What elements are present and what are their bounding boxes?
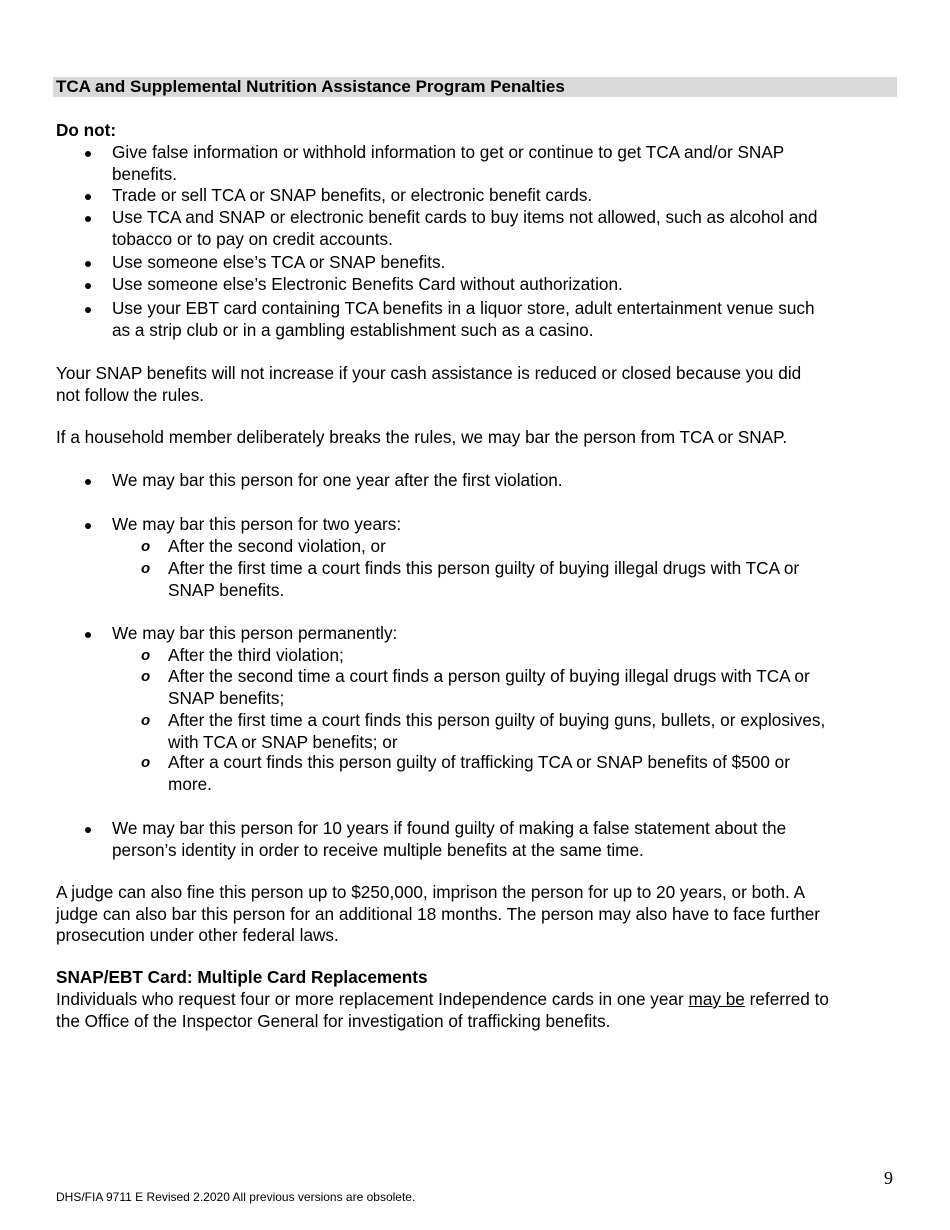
footer-text: DHS/FIA 9711 E Revised 2.2020 All previous versions are obsolete. — [56, 1190, 416, 1204]
list-item: Use your EBT card containing TCA benefits in a liquor store, adult entertainment venue such as a strip club or in a gambling establishment such as a casino. — [112, 298, 815, 340]
section-heading-card-replacements: SNAP/EBT Card: Multiple Card Replacements — [56, 967, 428, 987]
bullet-icon — [85, 194, 91, 200]
bullet-icon — [85, 632, 91, 638]
do-not-label: Do not: — [56, 120, 117, 140]
bullet-icon — [85, 261, 91, 267]
list-item: Use someone else’s TCA or SNAP benefits. — [112, 252, 446, 272]
bullet-icon — [85, 216, 91, 222]
bullet-icon — [85, 827, 91, 833]
sub-list-item: After the first time a court finds this person guilty of buying guns, bullets, or explosives, with TCA or SNAP benefits; or — [168, 710, 826, 752]
sub-bullet-icon: o — [141, 647, 151, 664]
paragraph-snap-not-increase: Your SNAP benefits will not increase if your cash assistance is reduced or closed because you did not follow the rules. — [56, 363, 802, 405]
sub-list-item: After the first time a court finds this person guilty of buying illegal drugs with TCA or SNAP benefits. — [168, 558, 800, 600]
paragraph-judge: A judge can also fine this person up to $250,000, imprison the person for up to 20 years, or both. A judge can also bar this person for an additional 18 months. The person may also have to face further prosecution under other federal laws. — [56, 882, 821, 945]
paragraph-household-member: If a household member deliberately breaks the rules, we may bar the person from TCA or SNAP. — [56, 427, 788, 447]
sub-list-item: After the second time a court finds a person guilty of buying illegal drugs with TCA or SNAP benefits; — [168, 666, 810, 708]
list-item: Use someone else’s Electronic Benefits Card without authorization. — [112, 274, 623, 294]
sub-bullet-icon: o — [141, 538, 151, 555]
sub-bullet-icon: o — [141, 560, 151, 577]
section-heading: TCA and Supplemental Nutrition Assistance Program Penalties — [56, 77, 565, 96]
list-item: Use TCA and SNAP or electronic benefit cards to buy items not allowed, such as alcohol and tobacco or to pay on credit accounts. — [112, 207, 818, 249]
list-item-permanently: We may bar this person permanently: — [112, 623, 398, 643]
sub-list-item: After a court finds this person guilty of trafficking TCA or SNAP benefits of $500 or more. — [168, 752, 790, 794]
list-item-one-year: We may bar this person for one year after the first violation. — [112, 470, 563, 490]
list-item: Trade or sell TCA or SNAP benefits, or electronic benefit cards. — [112, 185, 593, 205]
bullet-icon — [85, 283, 91, 289]
bullet-icon — [85, 523, 91, 529]
list-item: Give false information or withhold information to get or continue to get TCA and/or SNAP benefits. — [112, 142, 785, 184]
list-item-ten-years: We may bar this person for 10 years if found guilty of making a false statement about the person’s identity in order to receive multiple benefits at the same time. — [112, 818, 787, 860]
sub-bullet-icon: o — [141, 712, 151, 729]
sub-bullet-icon: o — [141, 754, 151, 771]
bullet-icon — [85, 307, 91, 313]
paragraph-card-replacements: Individuals who request four or more replacement Independence cards in one year may be referred to the Office of the Inspector General for investigation of trafficking benefits. — [56, 989, 829, 1031]
bullet-icon — [85, 151, 91, 157]
sub-list-item: After the second violation, or — [168, 536, 386, 556]
page-number: 9 — [884, 1168, 893, 1188]
sub-list-item: After the third violation; — [168, 645, 344, 665]
bullet-icon — [85, 479, 91, 485]
sub-bullet-icon: o — [141, 668, 151, 685]
list-item-two-years: We may bar this person for two years: — [112, 514, 402, 534]
